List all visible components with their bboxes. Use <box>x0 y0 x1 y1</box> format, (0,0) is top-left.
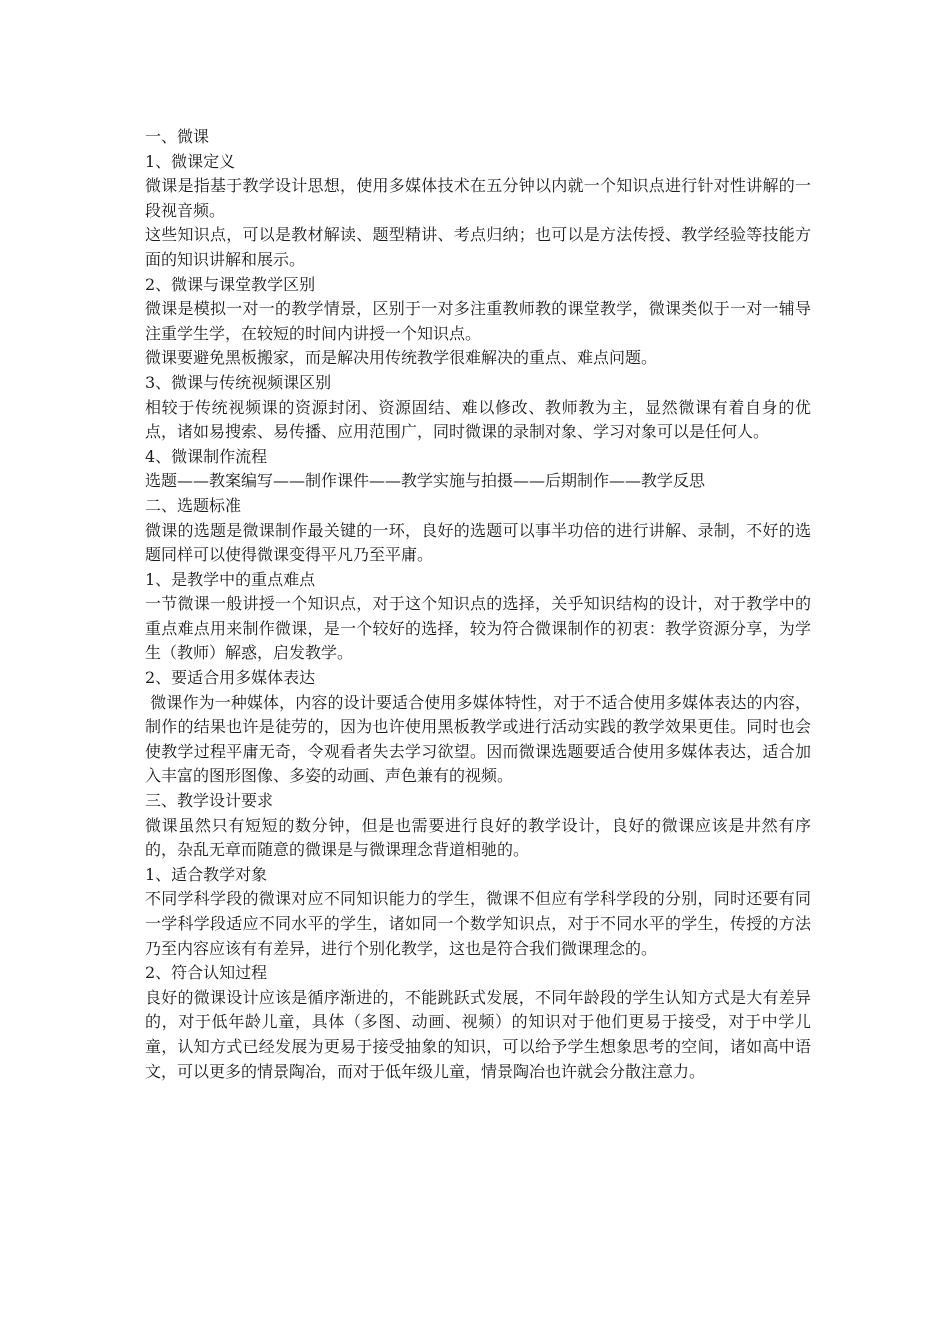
section-heading: 一、微课 <box>145 127 210 146</box>
document-body <box>145 125 811 1084</box>
paragraph: 选题——教案编写——制作课件——教学实施与拍摄——后期制作——教学反思 <box>145 471 706 491</box>
paragraph: 这些知识点，可以是教材解读、题型精讲、考点归纳；也可以是方法传授、教学经验等技能方面的知识讲解和展示。 <box>145 225 811 269</box>
paragraph: 微课作为一种媒体，内容的设计要适合使用多媒体特性，对于不适合使用多媒体表达的内容，制作的结果也许是徒劳的，因为也许使用黑板教学或进行活动实践的教学效果更佳。同时也会使教学过程平庸无奇，令观看者失去学习欲望。因而微课选题要适合使用多媒体表达，适合加入丰富的图形图像、多姿的动画、声色兼有的视频。 <box>145 692 811 786</box>
subsection-heading: 4、微课制作流程 <box>145 446 268 466</box>
subsection-heading: 1、适合教学对象 <box>145 864 268 884</box>
paragraph: 微课要避免黑板搬家，而是解决用传统教学很难解决的重点、难点问题。 <box>145 348 658 368</box>
paragraph: 不同学科学段的微课对应不同知识能力的学生，微课不但应有学科学段的分别，同时还要有同一学科学段适应不同水平的学生，诸如同一个数学知识点，对于不同水平的学生，传授的方法乃至内容应该有有差异，进行个别化教学，这也是符合我们微课理念的。 <box>145 889 811 958</box>
subsection-heading: 1、微课定义 <box>145 151 236 171</box>
subsection-heading: 2、微课与课堂教学区别 <box>145 274 316 294</box>
section-heading: 二、选题标准 <box>145 495 242 515</box>
paragraph: 微课虽然只有短短的数分钟，但是也需要进行良好的教学设计，良好的微课应该是井然有序的，杂乱无章而随意的微课是与微课理念背道相驰的。 <box>145 815 811 860</box>
paragraph: 一节微课一般讲授一个知识点，对于这个知识点的选择，关乎知识结构的设计，对于教学中的重点难点用来制作微课，是一个较好的选择，较为符合微课制作的初衷：教学资源分享，为学生（教师）解惑，启发教学。 <box>145 594 811 663</box>
subsection-heading: 2、要适合用多媒体表达 <box>145 668 316 688</box>
subsection-heading: 1、是教学中的重点难点 <box>145 569 316 589</box>
subsection-heading: 3、微课与传统视频课区别 <box>145 372 332 392</box>
paragraph: 微课是指基于教学设计思想，使用多媒体技术在五分钟以内就一个知识点进行针对性讲解的一段视音频。 <box>145 176 811 220</box>
subsection-heading: 2、符合认知过程 <box>145 963 268 983</box>
paragraph: 微课是模拟一对一的教学情景，区别于一对多注重教师教的课堂教学，微课类似于一对一辅导注重学生学，在较短的时间内讲授一个知识点。 <box>145 299 811 343</box>
paragraph: 微课的选题是微课制作最关键的一环，良好的选题可以事半功倍的进行讲解、录制，不好的选题同样可以使得微课变得平凡乃至平庸。 <box>145 520 811 565</box>
paragraph: 相较于传统视频课的资源封闭、资源固结、难以修改、教师教为主，显然微课有着自身的优点，诸如易搜索、易传播、应用范围广，同时微课的录制对象、学习对象可以是任何人。 <box>145 397 811 442</box>
section-heading: 三、教学设计要求 <box>145 791 274 811</box>
paragraph: 良好的微课设计应该是循序渐进的，不能跳跃式发展，不同年龄段的学生认知方式是大有差异的，对于低年龄儿童，具体（多图、动画、视频）的知识对于他们更易于接受，对于中学儿童，认知方式已经发展为更易于接受抽象的知识，可以给予学生想象思考的空间，诸如高中语文，可以更多的情景陶冶，而对于低年级儿童，情景陶冶也许就会分散注意力。 <box>145 987 811 1081</box>
